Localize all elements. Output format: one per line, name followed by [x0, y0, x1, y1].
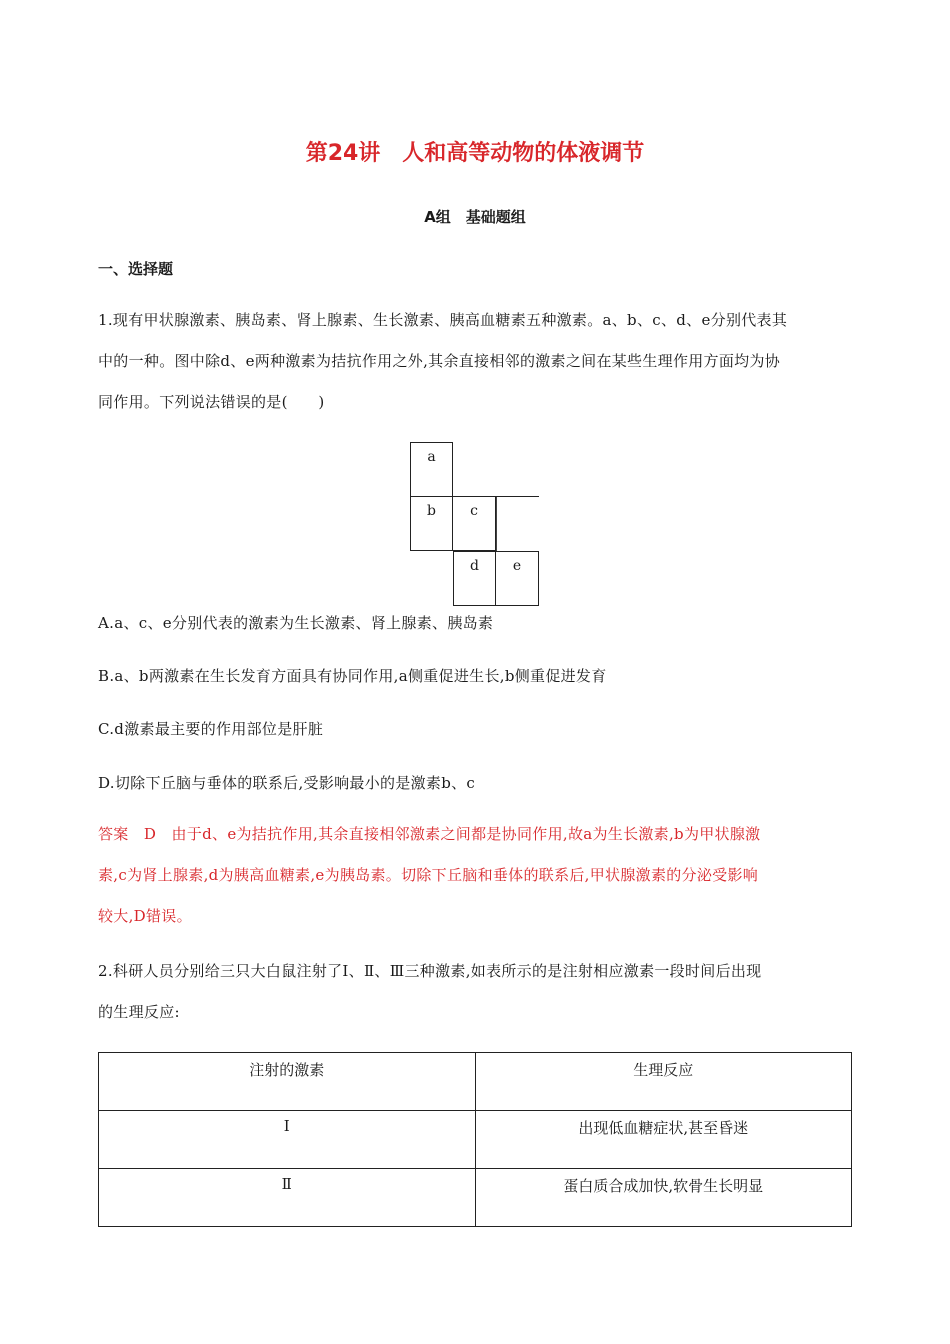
option-a: A.a、c、e分别代表的激素为生长激素、肾上腺素、胰岛素	[98, 614, 494, 632]
hormone-response-table	[98, 1052, 852, 1227]
table-row	[99, 1111, 852, 1169]
question-2-stem-line: 2.科研人员分别给三只大白鼠注射了Ⅰ、Ⅱ、Ⅲ三种激素,如表所示的是注射相应激素一段时间后出现	[98, 962, 762, 980]
table-header: 生理反应	[475, 1053, 852, 1111]
table-header: 注射的激素	[99, 1053, 476, 1111]
question-1-stem	[98, 300, 858, 423]
group-subtitle: A组 基础题组	[424, 208, 526, 226]
section-heading: 一、选择题	[98, 260, 174, 278]
table-cell: 蛋白质合成加快,软骨生长明显	[475, 1169, 852, 1227]
diagram-cell-a: a	[410, 442, 453, 497]
diagram-line	[496, 497, 497, 551]
diagram-cell-d: d	[453, 551, 496, 606]
answer-line: 较大,D错误。	[98, 907, 192, 925]
option-d: D.切除下丘脑与垂体的联系后,受影响最小的是激素b、c	[98, 774, 476, 792]
question-2-stem	[98, 951, 858, 1033]
answer-line: 答案 D 由于d、e为拮抗作用,其余直接相邻激素之间都是协同作用,故a为生长激素,b为甲状腺激	[98, 825, 761, 843]
option-b: B.a、b两激素在生长发育方面具有协同作用,a侧重促进生长,b侧重促进发育	[98, 667, 607, 685]
diagram-cell-b: b	[410, 496, 453, 551]
table-cell: Ⅱ	[99, 1169, 476, 1227]
diagram-line	[496, 496, 539, 497]
table-header-row	[99, 1053, 852, 1111]
option-c: C.d激素最主要的作用部位是肝脏	[98, 720, 324, 738]
table-cell: 出现低血糖症状,甚至昏迷	[475, 1111, 852, 1169]
table-cell: Ⅰ	[99, 1111, 476, 1169]
question-1-stem-line: 同作用。下列说法错误的是( )	[98, 393, 325, 411]
question-2-stem-line: 的生理反应:	[98, 1003, 180, 1021]
page-title: 第24讲 人和高等动物的体液调节	[305, 141, 645, 166]
diagram-cell-c: c	[453, 496, 496, 551]
answer-line: 素,c为肾上腺素,d为胰高血糖素,e为胰岛素。切除下丘脑和垂体的联系后,甲状腺激素的分泌受影响	[98, 866, 759, 884]
question-1-stem-line: 中的一种。图中除d、e两种激素为拮抗作用之外,其余直接相邻的激素之间在某些生理作用方面均为协	[98, 352, 781, 370]
table-row	[99, 1169, 852, 1227]
diagram-cell-e: e	[496, 551, 539, 606]
question-1-answer	[98, 814, 858, 937]
question-1-stem-line: 1.现有甲状腺激素、胰岛素、肾上腺素、生长激素、胰高血糖素五种激素。a、b、c、d、e分别代表其	[98, 311, 788, 329]
